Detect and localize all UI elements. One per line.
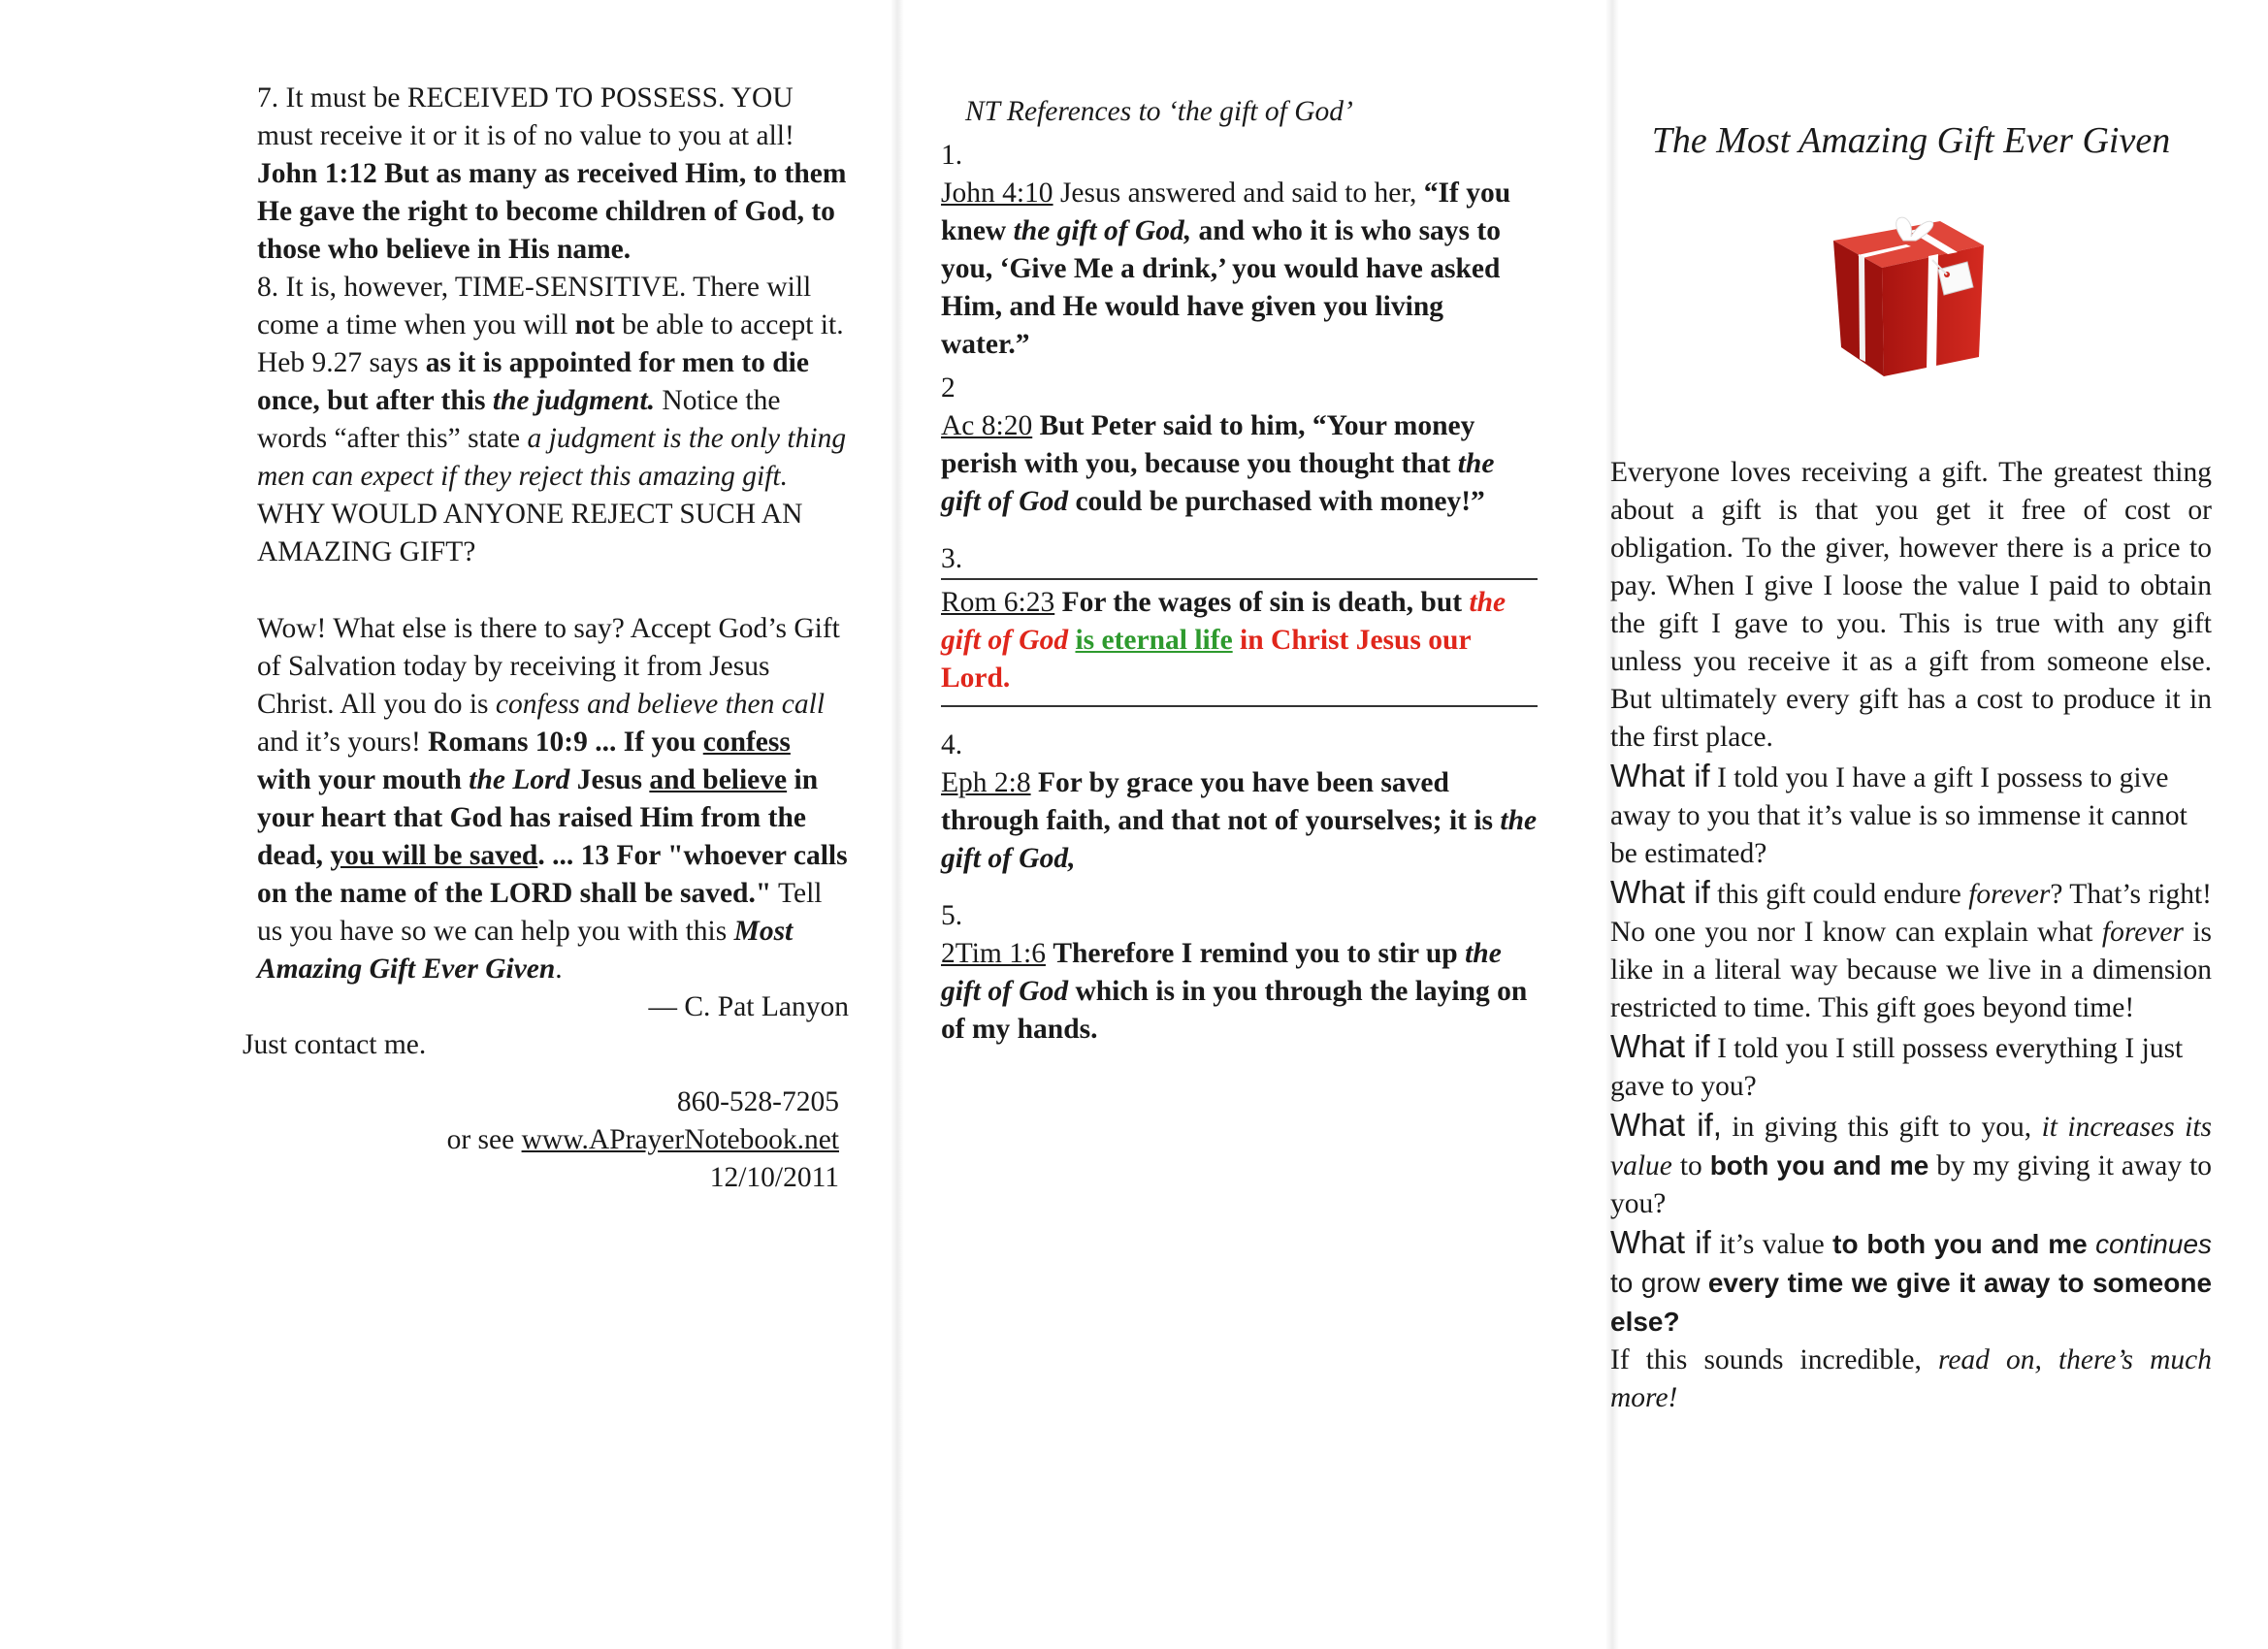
website-link[interactable]: www.APrayerNotebook.net — [521, 1124, 839, 1155]
reference-4: 4. Eph 2:8 For by grace you have been saved through faith, and that not of yourselves; it is the gift of God, — [941, 727, 1538, 878]
what-if-2: What if this gift could endure forever? That’s right! No one you nor I know can explain what forever is like in a literal way because we live in a dimension restricted to time. This gift goes beyond time! — [1610, 874, 2213, 1023]
gift-box-icon — [1814, 202, 2008, 386]
references-heading: NT References to ‘the gift of God’ — [965, 96, 1353, 127]
what-if-5: What if it’s value to both you and me continues to grow every time we give it away to someone else? — [1610, 1224, 2213, 1337]
intro-paragraph: Everyone loves receiving a gift. The greatest thing about a gift is that you get it free of cost or obligation. To the giver, however there is a price to pay. When I give I loose the value I paid to obtain the gift I gave to you. This is true with any gift unless you receive it as a gift from someone else. But ultimately every gift has a cost to produce it in the first place. — [1610, 457, 2212, 753]
author-signature: — C. Pat Lanyon — [648, 991, 849, 1022]
reference-citation: Eph 2:8 — [941, 767, 1031, 798]
reference-2: 2 Ac 8:20 But Peter said to him, “Your money perish with you, because you thought that the gift of God could be purchased with money!” — [941, 370, 1538, 521]
gift-box-image — [1610, 202, 2212, 386]
reference-5: 5. 2Tim 1:6 Therefore I remind you to stir up the gift of God which is in you through the laying on of my hands. — [941, 897, 1538, 1049]
reference-citation: John 4:10 — [941, 178, 1053, 209]
middle-panel — [941, 93, 1538, 1049]
reject-question: WHY WOULD ANYONE REJECT SUCH AN AMAZING GIFT? — [257, 499, 803, 567]
point-7 — [257, 80, 849, 269]
what-if-4: What if, in giving this gift to you, it increases its value to both you and me by my giving it away to you? — [1610, 1107, 2213, 1219]
heb-9-27-verse: as it is appointed for men to die once, but after this — [257, 347, 809, 416]
website-line: or see www.APrayerNotebook.net — [446, 1124, 839, 1155]
reference-1: 1. John 4:10 Jesus answered and said to her, “If you knew the gift of God, and who it is who says to you, ‘Give Me a drink,’ you would have asked Him, and He would have given you living water.” — [941, 131, 1538, 370]
reference-number: 1. — [941, 140, 963, 171]
reference-3 — [941, 540, 1538, 707]
right-panel — [1610, 114, 2212, 1417]
romans-10-9-ref: Romans 10:9 ... If you — [428, 727, 697, 758]
date: 12/10/2011 — [709, 1162, 839, 1193]
reference-citation: Rom 6:23 — [941, 587, 1055, 618]
point-7-lead: 7. It must be RECEIVED TO POSSESS. YOU must receive it or it is of no value to you at all! — [257, 82, 794, 151]
reference-number: 2 — [941, 372, 956, 404]
contact-line: Just contact me. — [243, 1029, 427, 1060]
point-8: 8. It is, however, TIME-SENSITIVE. There will come a time when you will not be able to accept it. Heb 9.27 says as it is appointed for men to die once, but after this the judgment. Notice the words “after this” state a judgment is the only thing men can expect if they reject this amazing gift. WHY WOULD ANYONE REJECT SUCH AN AMAZING GIFT? — [257, 272, 847, 567]
what-if-3: What if I told you I still possess everything I just gave to you? — [1610, 1028, 2184, 1102]
what-if-1: What if I told you I have a gift I possess to give away to you that it’s value is so immense it cannot be estimated? — [1610, 758, 2187, 869]
phone-number: 860-528-7205 — [676, 1086, 839, 1117]
wow-paragraph: Wow! What else is there to say? Accept God’s Gift of Salvation today by receiving it from Jesus Christ. All you do is confess and believe then call and it’s yours! Romans 10:9 ... If you confess with your mouth the Lord Jesus and believe in your heart that God has raised Him from the dead, you will be saved. ... 13 For "whoever calls on the name of the LORD shall be saved." Tell us you have so we can help you with this Most Amazing Gift Ever Given. — [257, 613, 848, 985]
reference-number: 4. — [941, 729, 963, 760]
fold-line-left — [891, 0, 904, 1649]
highlight-box: Rom 6:23 For the wages of sin is death, but the gift of God is eternal life in Christ Jesus our Lord. — [941, 578, 1538, 707]
john-1-12-verse: John 1:12 But as many as received Him, to them He gave the right to become children of God, to those who believe in His name. — [257, 158, 847, 265]
page-title: The Most Amazing Gift Ever Given — [1651, 120, 2171, 161]
reference-number: 5. — [941, 900, 963, 931]
reference-citation: Ac 8:20 — [941, 410, 1033, 441]
closing-line: If this sounds incredible, read on, there’s much more! — [1610, 1344, 2212, 1413]
reference-number: 3. — [941, 543, 963, 574]
left-panel — [243, 80, 849, 1197]
reference-citation: 2Tim 1:6 — [941, 938, 1046, 969]
